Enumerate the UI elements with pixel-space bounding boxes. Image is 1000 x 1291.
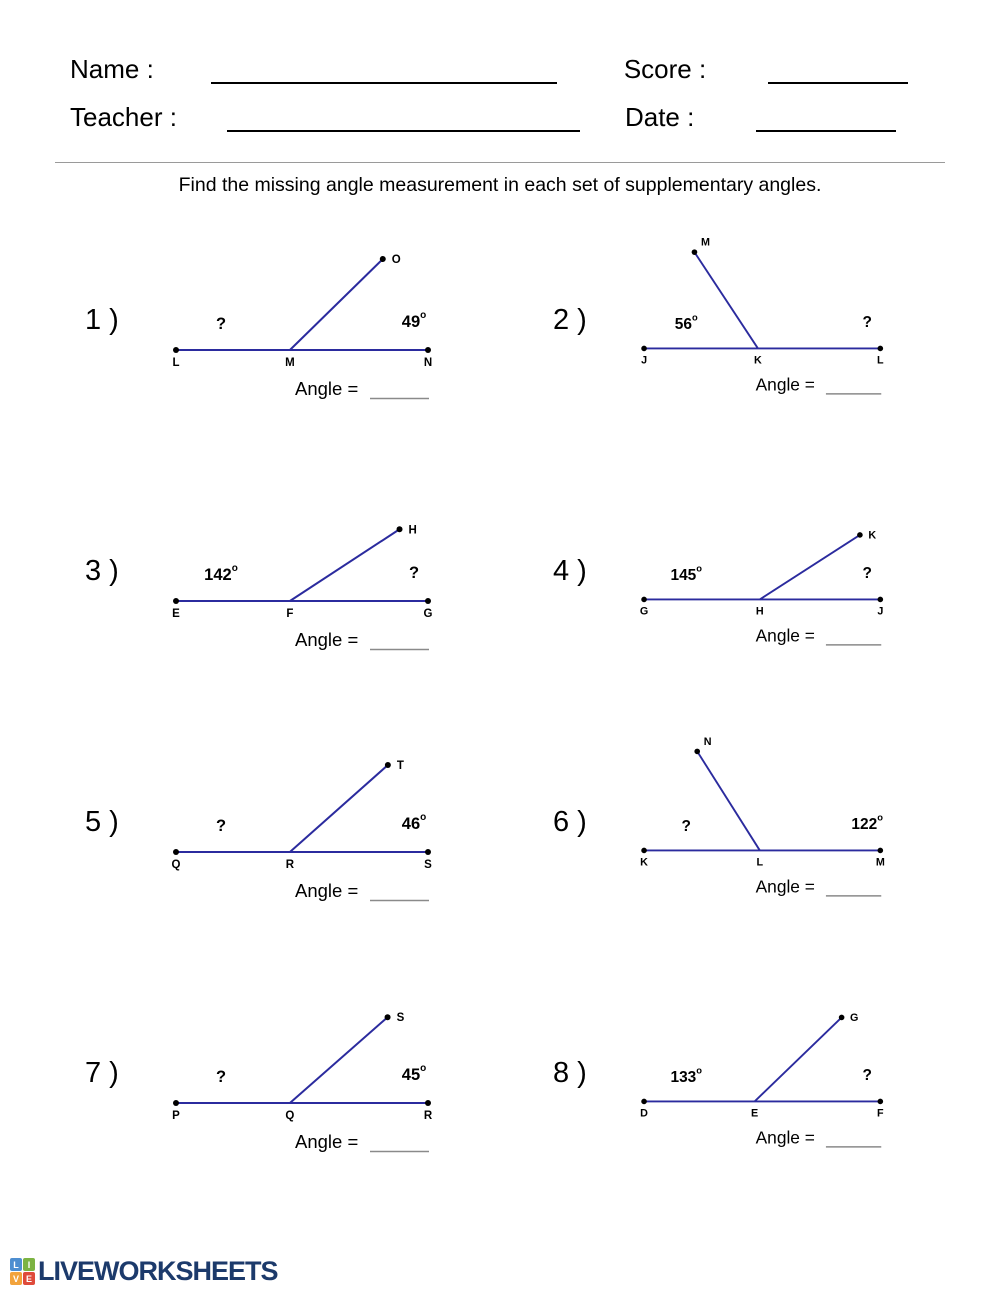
left-endpoint-dot: [173, 849, 179, 855]
right-endpoint-dot: [425, 849, 431, 855]
right-point-label: J: [877, 605, 884, 618]
right-endpoint-dot: [878, 597, 884, 603]
angle-ray: [290, 529, 400, 601]
left-endpoint-dot: [173, 1100, 179, 1106]
left-angle-value: ?: [215, 315, 227, 333]
problem-number: 5 ): [85, 806, 119, 838]
angle-diagram: [161, 481, 481, 671]
left-point-label: P: [172, 1110, 180, 1122]
ray-endpoint-dot: [839, 1015, 845, 1021]
right-angle-value: ?: [408, 564, 420, 582]
right-endpoint-dot: [425, 598, 431, 604]
problem: [500, 230, 930, 420]
right-point-label: S: [424, 859, 432, 871]
ray-endpoint-dot: [385, 1014, 391, 1020]
ray-endpoint-dot: [692, 249, 698, 255]
angle-diagram: [161, 230, 481, 420]
right-angle-value: 45$^o$: [401, 1063, 427, 1084]
left-angle-value: 56$^o$: [674, 312, 698, 333]
right-endpoint-dot: [878, 1099, 884, 1105]
right-angle-value: 49$^o$: [401, 310, 427, 331]
ray-endpoint-dot: [380, 256, 386, 262]
left-endpoint-dot: [173, 347, 179, 353]
angle-ray: [697, 751, 760, 850]
left-angle-value: 142$^o$: [204, 563, 238, 584]
angle-diagram: [630, 732, 930, 922]
right-point-label: L: [877, 354, 884, 367]
right-angle-value: ?: [862, 313, 872, 331]
problem-number: 7 ): [85, 1057, 119, 1089]
left-angle-value: ?: [215, 817, 227, 835]
left-angle-value: 145$^o$: [670, 563, 703, 584]
vertex-point-label: Q: [285, 1110, 295, 1122]
ray-point-label: G: [850, 1012, 859, 1025]
problem: [70, 983, 500, 1173]
ray-point-label: O: [391, 254, 401, 267]
left-angle-value: ?: [681, 817, 691, 835]
angle-ray: [694, 252, 757, 348]
problems-grid: [70, 230, 930, 1173]
answer-label: Angle =: [755, 876, 815, 897]
ray-endpoint-dot: [397, 526, 403, 532]
left-point-label: D: [640, 1107, 648, 1120]
name-label: Name :: [70, 54, 154, 84]
vertex-point-label: E: [751, 1107, 759, 1120]
footer: [10, 1256, 278, 1287]
problem: [500, 983, 930, 1173]
left-point-label: G: [639, 605, 649, 618]
right-point-label: N: [423, 357, 433, 369]
answer-label: Angle =: [755, 625, 815, 646]
answer-label: Angle =: [295, 629, 359, 650]
logo-square-e: E: [23, 1272, 35, 1285]
right-angle-value: ?: [862, 564, 872, 582]
left-point-label: E: [172, 608, 180, 620]
angle-ray: [290, 765, 388, 852]
left-angle-value: 133$^o$: [670, 1065, 703, 1086]
problem: [500, 481, 930, 671]
angle-ray: [290, 1017, 388, 1103]
right-angle-value: 46$^o$: [401, 812, 427, 833]
right-endpoint-dot: [425, 347, 431, 353]
right-point-label: F: [877, 1107, 884, 1120]
date-blank-line[interactable]: [756, 106, 896, 132]
left-point-label: K: [640, 856, 648, 869]
date-label: Date :: [624, 102, 695, 132]
angle-diagram: [630, 481, 930, 671]
angle-diagram: [630, 230, 930, 420]
problem-number: 3 ): [85, 555, 119, 587]
answer-label: Angle =: [295, 378, 359, 399]
vertex-point-label: R: [285, 859, 295, 871]
ray-point-label: S: [396, 1012, 405, 1025]
ray-endpoint-dot: [857, 532, 863, 538]
right-endpoint-dot: [878, 848, 884, 854]
right-endpoint-dot: [878, 346, 884, 352]
vertex-point-label: M: [285, 357, 295, 369]
left-point-label: Q: [171, 859, 181, 871]
header-row-1: [70, 52, 930, 84]
angle-ray: [290, 259, 383, 350]
vertex-point-label: H: [755, 605, 764, 618]
left-point-label: J: [641, 354, 648, 367]
ray-point-label: K: [868, 529, 877, 542]
ray-point-label: M: [701, 236, 710, 249]
liveworksheets-brand-text: LIVEWORKSHEETS: [38, 1256, 278, 1286]
answer-label: Angle =: [755, 374, 815, 395]
right-point-label: M: [875, 856, 885, 869]
logo-square-i: I: [23, 1258, 35, 1271]
left-endpoint-dot: [173, 598, 179, 604]
teacher-label: Teacher :: [70, 102, 177, 132]
ray-point-label: H: [408, 524, 417, 537]
problem-number: 4 ): [553, 555, 587, 587]
problem: [500, 732, 930, 922]
problem-number: 2 ): [553, 304, 587, 336]
right-angle-value: ?: [862, 1066, 872, 1084]
vertex-point-label: L: [756, 856, 764, 869]
vertex-point-label: F: [286, 608, 294, 620]
left-endpoint-dot: [641, 597, 647, 603]
score-label: Score :: [623, 54, 707, 84]
left-endpoint-dot: [641, 848, 647, 854]
angle-ray: [755, 1017, 842, 1101]
logo-square-l: L: [10, 1258, 22, 1271]
problem: [70, 481, 500, 671]
angle-diagram: [630, 983, 930, 1173]
answer-label: Angle =: [755, 1127, 815, 1148]
angle-diagram: [161, 983, 481, 1173]
problem: [70, 230, 500, 420]
score-blank-line[interactable]: [768, 58, 908, 84]
ray-point-label: N: [703, 735, 712, 748]
problem: [70, 732, 500, 922]
name-blank-line[interactable]: [211, 58, 557, 84]
vertex-point-label: K: [754, 354, 762, 367]
worksheet-header: [0, 0, 1000, 132]
ray-point-label: T: [396, 760, 404, 773]
left-point-label: L: [172, 357, 180, 369]
answer-label: Angle =: [295, 1131, 359, 1152]
instruction-text: Find the missing angle measurement in each set of supplementary angles.: [178, 174, 822, 196]
ray-endpoint-dot: [385, 762, 391, 768]
ray-endpoint-dot: [694, 749, 700, 755]
right-endpoint-dot: [425, 1100, 431, 1106]
answer-label: Angle =: [295, 880, 359, 901]
logo-square-v: V: [10, 1272, 22, 1285]
left-angle-value: ?: [215, 1068, 227, 1086]
left-endpoint-dot: [641, 346, 647, 352]
right-angle-value: 122$^o$: [851, 812, 883, 833]
header-row-2: [70, 100, 930, 132]
left-endpoint-dot: [641, 1099, 647, 1105]
right-point-label: G: [423, 608, 433, 620]
teacher-blank-line[interactable]: [227, 106, 580, 132]
angle-ray: [760, 535, 860, 599]
header-divider: [55, 162, 945, 163]
problem-number: 8 ): [553, 1057, 587, 1089]
liveworksheets-logo-icon: [10, 1258, 35, 1285]
problem-number: 6 ): [553, 806, 587, 838]
problem-number: 1 ): [85, 304, 119, 336]
angle-diagram: [161, 732, 481, 922]
right-point-label: R: [423, 1110, 433, 1122]
